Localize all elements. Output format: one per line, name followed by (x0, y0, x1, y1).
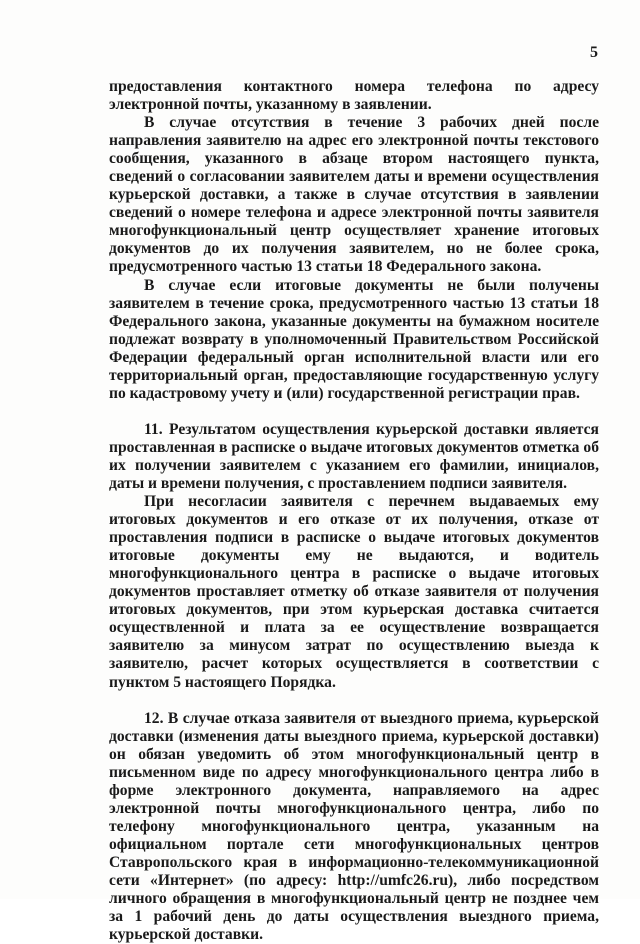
paragraph-item-11: 11. Результатом осуществления курьерской доставки является проставленная в расписке о выдаче итоговых документов отметка об их получении заявителем с указанием его фамилии, инициалов, даты и времени получения, с проставлением подписи заявителя. (109, 420, 599, 492)
paragraph-return-documents: В случае если итоговые документы не были получены заявителем в течение срока, предусмотренного частью 13 статьи 18 Федерального закона, указанные документы на бумажном носителе подлежат возврату в уполномоченный Правительством Российской Федерации федеральный орган исполнительной власти или его территориальный орган, предоставляющие государственную услугу по кадастровому учету и (или) государственной регистрации прав. (109, 276, 599, 402)
page-number: 5 (590, 44, 598, 61)
paragraph-continuation: предоставления контактного номера телефона по адресу электронной почты, указанному в заявлении. (109, 78, 599, 114)
paragraph-refusal: При несогласии заявителя с перечнем выдаваемых ему итоговых документов и его отказе от их получения, отказе от проставления подписи в расписке о выдаче итоговых документов итоговые документы ему не выдаются, и водитель многофункционального центра в расписке о выдаче итоговых документов проставляет отметку об отказе заявителя от получения итоговых документов, при этом курьерская доставка считается осуществленной и плата за ее осуществление возвращается заявителю за минусом затрат по осуществлению выезда к заявителю, расчет которых осуществляется в соответствии с пунктом 5 настоящего Порядка. (109, 493, 599, 691)
document-body (109, 78, 599, 944)
paragraph-storage-conditions: В случае отсутствия в течение 3 рабочих дней после направления заявителю на адрес его электронной почты текстового сообщения, указанного в абзаце втором настоящего пункта, сведений о согласовании заявителем даты и времени осуществления курьерской доставки, а также в случае отсутствия в заявлении сведений о номере телефона и адресе электронной почты заявителя многофункциональный центр осуществляет хранение итоговых документов до их получения заявителем, но не более срока, предусмотренного частью 13 статьи 18 Федерального закона. (109, 114, 599, 276)
paragraph-item-12: 12. В случае отказа заявителя от выездного приема, курьерской доставки (изменения даты выездного приема, курьерской доставки) он обязан уведомить об этом многофункциональный центр в письменном виде по адресу многофункционального центра либо в форме электронного документа, направляемого на адрес электронной почты многофункционального центра, либо по телефону многофункционального центра, указанным на официальном портале сети многофункциональных центров Ставропольского края в информационно-телекоммуникационной сети «Интернет» (по адресу: http://umfc26.ru), либо посредством личного обращения в многофункциональный центр не позднее чем за 1 рабочий день до даты осуществления выездного приема, курьерской доставки. (109, 709, 599, 944)
